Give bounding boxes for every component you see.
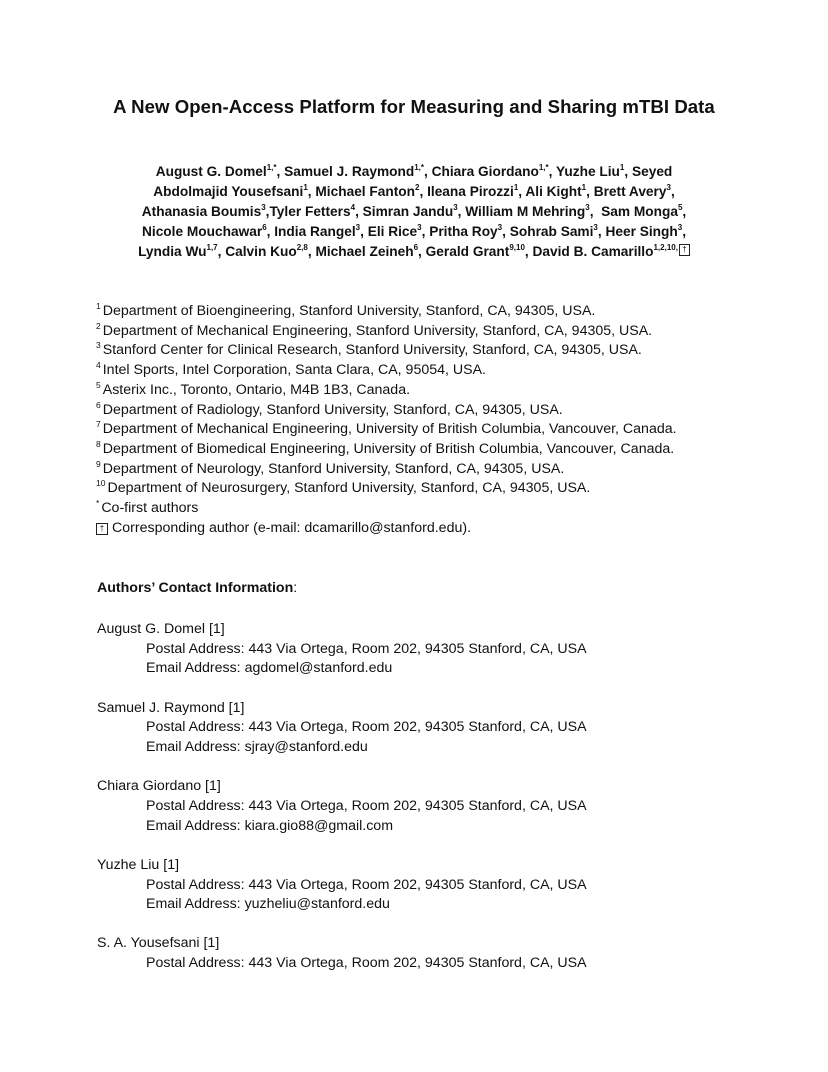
- author-affil-sup: 9,10: [509, 243, 525, 252]
- cofirst-mark: *: [96, 498, 100, 509]
- author-affil-sup: 1: [581, 183, 587, 192]
- contact-name: Yuzhe Liu [1]: [97, 856, 180, 873]
- affiliation-item: [96, 322, 756, 342]
- affiliation-list: [96, 302, 756, 538]
- paper-title: A New Open-Access Platform for Measuring and Sharing mTBI Data: [113, 96, 715, 117]
- author-name: David B. Camarillo: [532, 244, 654, 259]
- author-affil-sup: 1,2,10,: [653, 243, 678, 252]
- author-name: Michael Zeineh: [315, 244, 414, 259]
- affiliation-text: Asterix Inc., Toronto, Ontario, M4B 1B3, Canada.: [102, 381, 411, 398]
- affiliation-text: Stanford Center for Clinical Research, Stanford University, Stanford, CA, 94305, USA.: [102, 342, 642, 359]
- affiliation-number: 4: [96, 360, 101, 371]
- author-name: Brett Avery: [593, 184, 667, 199]
- author-affil-sup: 5: [677, 203, 683, 212]
- affiliation-number: 9: [96, 458, 101, 469]
- contact-entry: [97, 934, 737, 973]
- author-name: Heer Singh: [605, 224, 678, 239]
- contact-postal: Postal Address: 443 Via Ortega, Room 202, 94305 Stanford, CA, USA: [146, 955, 587, 972]
- author-affil-sup: 3: [497, 223, 503, 232]
- author-name: Sam Monga: [601, 204, 678, 219]
- author-name: William M Mehring: [465, 204, 586, 219]
- author-affil-sup: 6: [262, 223, 267, 232]
- contact-entry: [97, 620, 737, 679]
- contact-entry: [97, 856, 737, 915]
- cofirst-note: [96, 499, 756, 519]
- author-name: Gerald Grant: [425, 244, 510, 259]
- affiliation-item: [96, 420, 756, 440]
- affiliation-item: [96, 381, 756, 401]
- dagger-icon: †: [679, 244, 690, 256]
- contact-postal: Postal Address: 443 Via Ortega, Room 202, 94305 Stanford, CA, USA: [146, 640, 587, 657]
- contact-entry: [97, 777, 737, 836]
- author-name: Simran Jandu: [362, 204, 454, 219]
- author-affil-sup: 4: [350, 203, 356, 212]
- affiliation-number: 7: [96, 419, 101, 430]
- contact-email: Email Address: sjray@stanford.edu: [146, 739, 368, 756]
- affiliation-number: 10: [96, 478, 106, 489]
- author-affil-sup: 2,8: [296, 243, 308, 252]
- author-name: Chiara Giordano: [431, 164, 539, 179]
- author-affil-sup: 3: [585, 203, 590, 212]
- contact-name: Samuel J. Raymond [1]: [97, 699, 245, 716]
- contact-postal: Postal Address: 443 Via Ortega, Room 202, 94305 Stanford, CA, USA: [146, 719, 587, 736]
- affiliation-item: [96, 440, 756, 460]
- corresponding-note: [96, 519, 756, 539]
- dagger-icon: †: [96, 523, 108, 535]
- author-name: Athanasia Boumis: [141, 204, 262, 219]
- contact-name: Chiara Giordano [1]: [97, 778, 221, 795]
- author-name: India Rangel: [274, 224, 356, 239]
- affiliation-text: Department of Biomedical Engineering, University of British Columbia, Vancouver, Canada.: [102, 440, 675, 457]
- affiliation-text: Department of Mechanical Engineering, Stanford University, Stanford, CA, 94305, USA.: [102, 322, 653, 339]
- contact-list: [97, 620, 737, 993]
- author-affil-sup: 3: [417, 223, 422, 232]
- contact-heading: [97, 580, 297, 596]
- author-affil-sup: 3: [677, 223, 683, 232]
- author-affil-sup: 1,7: [206, 243, 218, 252]
- author-list: [60, 162, 768, 262]
- author-name: Michael Fanton: [315, 184, 416, 199]
- affiliation-item: [96, 401, 756, 421]
- author-line-3: Athanasia Boumis$^3$,Tyler Fetters$^4$, Simran Jandu$^3$, William M Mehring$^3$, Sam Monga$^5$,: [141, 203, 687, 219]
- author-line-5: Lyndia Wu$^{1,7}$, Calvin Kuo$^{2,8}$, Michael Zeineh$^6$, Gerald Grant$^{9,10}$, David B. Camarillo$^{1,2,10,}$ †: [60, 242, 768, 262]
- affiliation-number: 8: [96, 438, 101, 449]
- author-name: Yuzhe Liu: [556, 164, 620, 179]
- author-affil-sup: 1: [303, 183, 308, 192]
- author-name: Pritha Roy: [429, 224, 498, 239]
- author-affil-sup: 3: [355, 223, 361, 232]
- affiliation-number: 2: [96, 320, 101, 331]
- affiliation-item: [96, 302, 756, 322]
- affiliation-text: Intel Sports, Intel Corporation, Santa Clara, CA, 95054, USA.: [102, 362, 486, 379]
- affiliation-text: Department of Radiology, Stanford University, Stanford, CA, 94305, USA.: [102, 401, 563, 418]
- affiliation-item: [96, 460, 756, 480]
- author-affil-sup: 3: [261, 203, 266, 212]
- affiliation-text: Department of Neurology, Stanford University, Stanford, CA, 94305, USA.: [102, 460, 565, 477]
- author-affil-sup: 3: [666, 183, 671, 192]
- affiliation-item: [96, 361, 756, 381]
- cofirst-text: Co-first authors: [101, 500, 199, 517]
- contact-heading-label: Authors’ Contact Information: [97, 580, 294, 596]
- contact-entry: [97, 699, 737, 758]
- author-affil-sup: 1,*: [538, 163, 549, 172]
- affiliation-text: Department of Bioengineering, Stanford University, Stanford, CA, 94305, USA.: [102, 303, 596, 319]
- author-name: Lyndia Wu: [138, 244, 207, 259]
- affiliation-number: 5: [96, 379, 101, 390]
- affiliation-text: Department of Mechanical Engineering, University of British Columbia, Vancouver, Canada.: [102, 421, 677, 438]
- author-name: Ileana Pirozzi: [427, 184, 514, 199]
- author-affil-sup: 6: [413, 243, 419, 252]
- contact-postal: Postal Address: 443 Via Ortega, Room 202, 94305 Stanford, CA, USA: [146, 797, 587, 814]
- author-affil-sup: 1: [513, 183, 519, 192]
- author-line-4: Nicole Mouchawar$^6$, India Rangel$^3$, Eli Rice$^3$, Pritha Roy$^3$, Sohrab Sami$^3$, Heer Singh$^3$,: [142, 223, 686, 239]
- author-affil-sup: 1,*: [266, 163, 277, 172]
- author-line-1: August G. Domel$^{1,*}$, Samuel J. Raymond$^{1,*}$, Chiara Giordano$^{1,*}$, Yuzhe Liu$^1$, Seyed: [155, 163, 673, 179]
- contact-name: August G. Domel [1]: [97, 621, 225, 637]
- affiliation-number: 6: [96, 399, 101, 410]
- author-affil-sup: 2: [415, 183, 420, 192]
- author-affil-sup: 1,*: [414, 163, 425, 172]
- author-affil-sup: 3: [593, 223, 598, 232]
- contact-postal: Postal Address: 443 Via Ortega, Room 202, 94305 Stanford, CA, USA: [146, 876, 587, 893]
- affiliation-text: Department of Neurosurgery, Stanford University, Stanford, CA, 94305, USA.: [107, 480, 591, 497]
- affiliation-item: [96, 341, 756, 361]
- contact-name: S. A. Yousefsani [1]: [97, 935, 220, 952]
- contact-email: Email Address: kiara.gio88@gmail.com: [146, 817, 394, 834]
- author-name: Samuel J. Raymond: [284, 164, 415, 179]
- author-name: Nicole Mouchawar: [142, 224, 263, 239]
- affiliation-number: 3: [96, 340, 101, 351]
- author-affil-sup: 1: [619, 163, 625, 172]
- author-name: Eli Rice: [367, 224, 418, 239]
- contact-email: Email Address: agdomel@stanford.edu: [146, 660, 393, 677]
- author-name: Ali Kight: [525, 184, 582, 199]
- corresponding-text: Corresponding author (e-mail: dcamarillo@stanford.edu).: [112, 519, 472, 536]
- author-affil-sup: 3: [453, 203, 458, 212]
- contact-email: Email Address: yuzheliu@stanford.edu: [146, 896, 390, 913]
- affiliation-item: [96, 479, 756, 499]
- affiliation-number: 1: [96, 301, 101, 311]
- author-line-2: Abdolmajid Yousefsani$^1$, Michael Fanton$^2$, Ileana Pirozzi$^1$, Ali Kight$^1$, Brett Avery$^3$,: [153, 183, 675, 199]
- author-name: Tyler Fetters: [269, 204, 351, 219]
- contact-heading-colon: :: [293, 580, 298, 596]
- author-name: Calvin Kuo: [225, 244, 297, 259]
- author-name: August G. Domel: [155, 164, 267, 179]
- author-name: Sohrab Sami: [509, 224, 594, 239]
